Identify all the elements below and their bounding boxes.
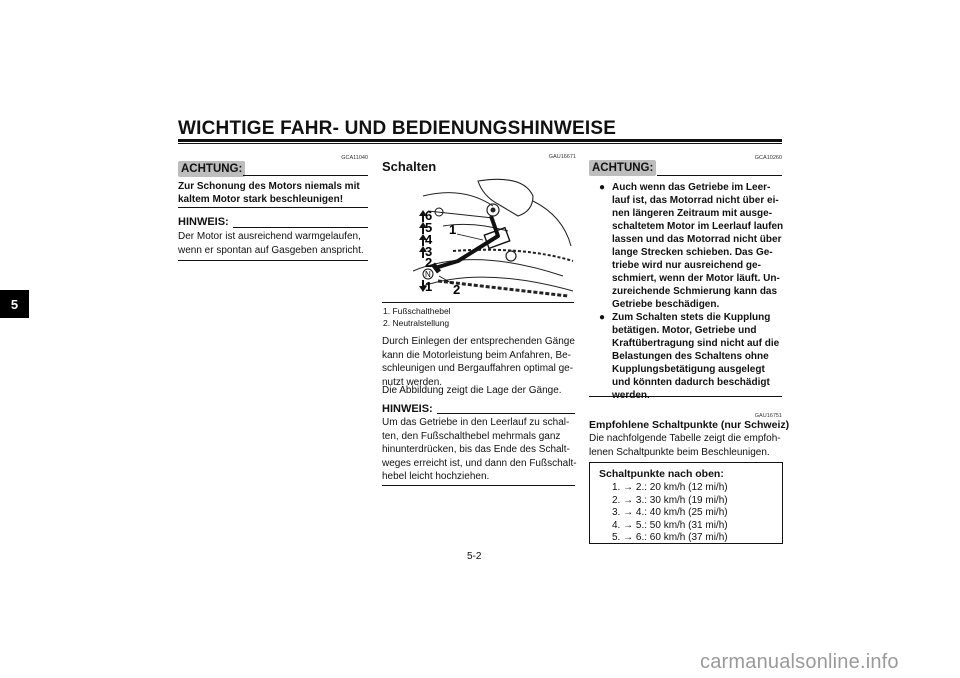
achtung-label: ACHTUNG: (589, 160, 656, 176)
achtung-label: ACHTUNG: (178, 161, 245, 177)
figure-rule (382, 302, 574, 303)
gear-2-label: 2 (425, 255, 433, 270)
figure-legend (383, 305, 451, 329)
hinweis-rule (233, 227, 368, 228)
achtung-text: Zur Schonung des Motors niemals mit kaltem Motor stark beschleunigen! (178, 181, 360, 205)
table-heading: Schaltpunkte nach oben: (599, 468, 724, 480)
table-row: 1. → 2.: 20 km/h (12 mi/h) (612, 482, 728, 493)
watermark: carmanualsonline.info (700, 651, 899, 673)
table-rows (612, 482, 728, 545)
hinweis-label: HINWEIS: (382, 403, 433, 415)
bullet-text: Zum Schalten stets die Kupplung betätigen. Motor, Getriebe und Kraftübertragung sind nicht auf die Belastungen des Schaltens ohne Kupplungsbetätigung ausgelegt und könnten dadurch beschädigt (612, 312, 780, 388)
gear-n-label: N (425, 270, 431, 279)
divider (178, 260, 368, 261)
gear-1-label: 1 (425, 279, 433, 294)
ref-code: GCA11040 (341, 155, 368, 161)
bullet-icon: ● (599, 182, 606, 193)
gear-4-label: 4 (425, 232, 433, 247)
callout-2: 2 (453, 282, 461, 297)
table-row: 5. → 6.: 60 km/h (37 mi/h) (612, 532, 728, 543)
page-number: 5-2 (467, 551, 482, 562)
hinweis-rule (437, 413, 575, 414)
hinweis-text: Um das Getriebe in den Leerlauf zu schal-ten, den Fußschalthebel mehrmals ganz hinunterdrücken, bis das Ende des Schalt-weges erreicht ist, und dann den Fußschalt-hebel leicht hochziehen. (382, 417, 577, 482)
legend-item: 2. Neutralstellung (383, 318, 450, 328)
gear-3-label: 3 (425, 244, 433, 259)
achtung-rule (243, 175, 368, 176)
hinweis-label: HINWEIS: (178, 216, 229, 228)
section-title: Schalten (382, 159, 437, 174)
body-text: Durch Einlegen der entsprechenden Gänge kann die Motorleistung beim Anfahren, Be-schleunigen und Bergauffahren optimal ge-nutzt werden. (382, 336, 575, 388)
achtung-bullets (599, 181, 785, 402)
divider (178, 207, 368, 208)
divider (589, 396, 782, 397)
subsection-title: Empfohlene Schaltpunkte (nur Schweiz) (589, 419, 790, 431)
callout-1: 1 (449, 222, 457, 237)
shift-points-table (589, 462, 783, 544)
subsection-text: Die nachfolgende Tabelle zeigt die empfoh-lenen Schaltpunkte beim Beschleunigen. (589, 433, 781, 458)
ref-code: GAU16751 (754, 413, 782, 419)
achtung-rule (657, 175, 782, 176)
table-row: 4. → 5.: 50 km/h (31 mi/h) (612, 519, 728, 531)
gear-5-label: 5 (425, 220, 433, 235)
gear-shift-figure (383, 176, 575, 301)
bullet-text: Auch wenn das Getriebe im Leer-lauf ist, das Motorrad nicht über ei-nen längeren Zeitraum mit ausge-schaltetem Motor im Leerlauf laufen lassen und das Motorrad nicht über lange Strecken schieben. Das Ge-triebe wird nur ausreichend ge-schmiert, wenn der Motor läuft. Un-zureichende Schmierung kann das Getriebe beschädigen. (612, 182, 784, 310)
list-item (599, 181, 785, 311)
table-row: 2. → 3.: 30 km/h (19 mi/h) (612, 494, 728, 506)
title-rule (178, 139, 782, 142)
legend-item: 1. Fußschalthebel (383, 306, 451, 316)
ref-code: GAU16671 (548, 154, 576, 160)
chapter-tab: 5 (0, 290, 29, 318)
list-item (599, 311, 785, 402)
hinweis-text: Der Motor ist ausreichend warmgelaufen, wenn er spontan auf Gasgeben anspricht. (178, 231, 364, 256)
table-row: 3. → 4.: 40 km/h (25 mi/h) (612, 507, 728, 518)
bullet-icon: ● (599, 312, 606, 323)
ref-code: GCA10260 (754, 155, 782, 161)
title-rule-thin (178, 143, 782, 144)
divider (382, 485, 575, 486)
page-title: WICHTIGE FAHR- UND BEDIENUNGSHINWEISE (178, 118, 617, 139)
body-text-2: Die Abbildung zeigt die Lage der Gänge. (382, 385, 562, 396)
gear-6-label: 6 (425, 208, 433, 223)
